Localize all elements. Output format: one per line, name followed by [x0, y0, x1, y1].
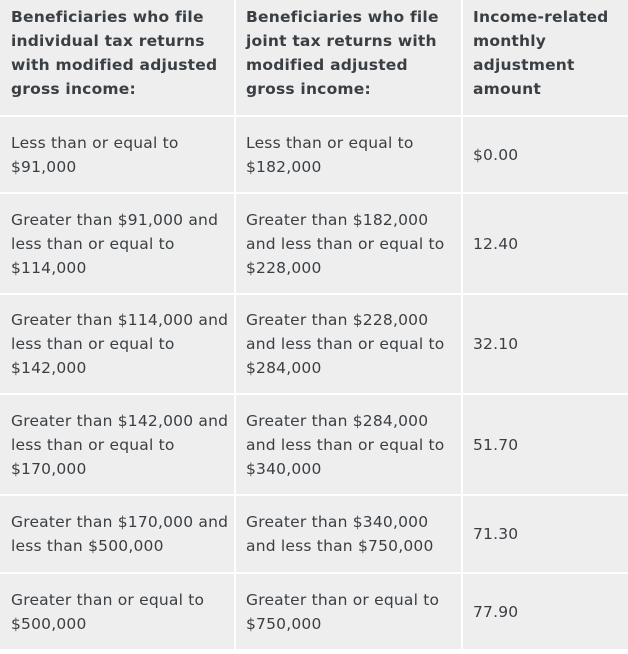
- table-row: [0, 495, 628, 573]
- cell-joint: Less than or equal to $182,000: [235, 116, 462, 193]
- cell-amount: $0.00: [462, 116, 628, 193]
- cell-amount: 77.90: [462, 573, 628, 650]
- cell-joint: Greater than or equal to $750,000: [235, 573, 462, 650]
- cell-individual: Greater than or equal to $500,000: [0, 573, 235, 650]
- header-amount: Income-related monthly adjustment amount: [462, 0, 628, 116]
- cell-joint: Greater than $340,000 and less than $750,000: [235, 495, 462, 573]
- cell-amount: 51.70: [462, 394, 628, 495]
- header-joint: Beneficiaries who file joint tax returns with modified adjusted gross income:: [235, 0, 462, 116]
- cell-joint: Greater than $284,000 and less than or equal to $340,000: [235, 394, 462, 495]
- table-row: [0, 394, 628, 495]
- header-individual: Beneficiaries who file individual tax returns with modified adjusted gross income:: [0, 0, 235, 116]
- cell-individual: Greater than $142,000 and less than or equal to $170,000: [0, 394, 235, 495]
- table-row: [0, 294, 628, 394]
- header-row: [0, 0, 628, 116]
- table-row: [0, 193, 628, 294]
- cell-individual: Greater than $170,000 and less than $500,000: [0, 495, 235, 573]
- table-row: [0, 573, 628, 650]
- cell-individual: Greater than $114,000 and less than or equal to $142,000: [0, 294, 235, 394]
- cell-amount: 12.40: [462, 193, 628, 294]
- cell-amount: 32.10: [462, 294, 628, 394]
- table-row: [0, 116, 628, 193]
- cell-joint: Greater than $228,000 and less than or equal to $284,000: [235, 294, 462, 394]
- cell-individual: Greater than $91,000 and less than or equal to $114,000: [0, 193, 235, 294]
- cell-joint: Greater than $182,000 and less than or equal to $228,000: [235, 193, 462, 294]
- cell-individual: Less than or equal to $91,000: [0, 116, 235, 193]
- cell-amount: 71.30: [462, 495, 628, 573]
